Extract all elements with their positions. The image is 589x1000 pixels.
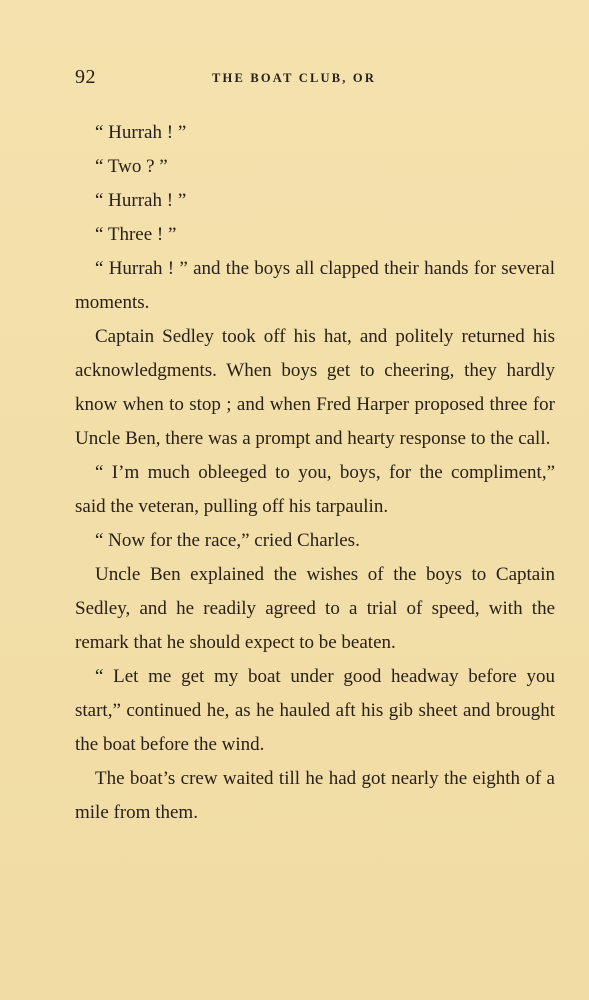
paragraph: Uncle Ben explained the wishes of the boys to Captain Sedley, and he readily agreed to a trial of speed, with the remark that he should expect to be beaten. [75, 564, 555, 653]
running-head: THE BOAT CLUB, OR [212, 71, 377, 85]
paragraph: “ I’m much obleeged to you, boys, for the compliment,” said the veteran, pulling off his tarpaulin. [75, 462, 555, 517]
paragraph: “ Now for the race,” cried Charles. [95, 530, 360, 551]
paragraph: Captain Sedley took off his hat, and politely returned his acknowledgments. When boys get to cheering, they hardly know when to stop ; and when Fred Harper proposed three for Uncle Ben, there was a prompt and hearty response to the call. [75, 326, 555, 449]
paragraph: “ Hurrah ! ” [95, 122, 187, 143]
paragraph: “ Let me get my boat under good headway before you start,” continued he, as he hauled aft his gib sheet and brought the boat before the wind. [75, 666, 555, 755]
page-body [75, 116, 555, 830]
page-number: 92 [75, 66, 96, 88]
paragraph: “ Hurrah ! ” [95, 190, 187, 211]
paragraph: “ Three ! ” [95, 224, 177, 245]
page-header [75, 66, 555, 96]
paragraph: The boat’s crew waited till he had got nearly the eighth of a mile from them. [75, 768, 555, 823]
paragraph: “ Hurrah ! ” and the boys all clapped their hands for several moments. [75, 258, 555, 313]
paragraph: “ Two ? ” [95, 156, 168, 177]
